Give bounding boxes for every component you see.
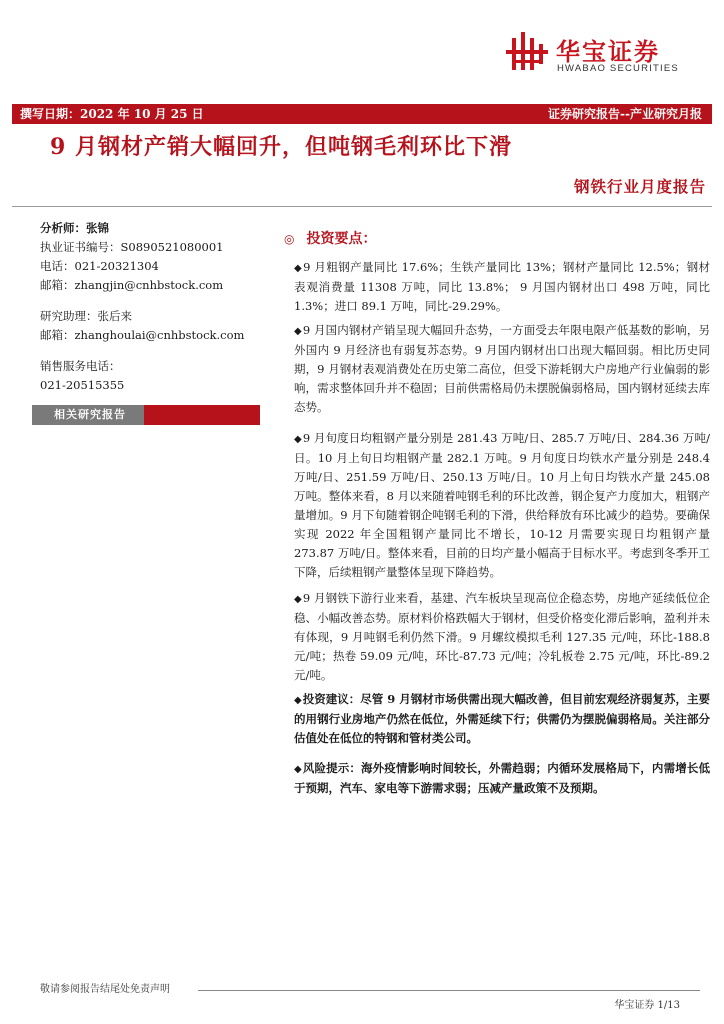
diamond-bullet-icon: ◆ <box>294 695 302 706</box>
diamond-bullet-icon: ◆ <box>294 764 302 775</box>
sales-label: 销售服务电话： <box>40 359 121 373</box>
brand-name-en: HWABAO SECURITIES <box>557 63 679 74</box>
diamond-bullet-icon: ◆ <box>294 263 303 274</box>
paragraph-text: 投资建议：尽管 9 月钢材市场供需出现大幅改善，但目前宏观经济弱复苏，主要的用钢行业房地产仍然在低位，外需延续下行；供需仍为摆脱偏弱格局。关注部分估值处在低位的特钢和管材类公司。 <box>294 692 710 745</box>
header-bar <box>12 104 712 124</box>
paragraph-1 <box>294 258 710 316</box>
analyst-email[interactable]: 邮箱：zhangjin@cnhbstock.com <box>40 278 224 292</box>
footer-divider <box>198 990 700 991</box>
brand-logo <box>506 30 706 78</box>
paragraph-2 <box>294 321 710 417</box>
risk-warning <box>294 759 710 798</box>
bullet-ring-icon: ◎ <box>284 232 295 246</box>
investment-advice <box>294 690 710 748</box>
paragraph-3 <box>294 429 710 582</box>
license-number: 执业证书编号：S0890521080001 <box>40 240 224 254</box>
analyst-name: 分析师：张锦 <box>40 221 109 235</box>
report-type: 证券研究报告--产业研究月报 <box>548 107 702 121</box>
analyst-phone: 电话：021-20321304 <box>40 259 159 273</box>
investment-highlights-heading <box>284 228 376 248</box>
diamond-bullet-icon: ◆ <box>294 326 302 337</box>
analyst-sidebar <box>40 219 260 425</box>
spacer <box>40 345 260 357</box>
report-title: 9 月钢材产销大幅回升，但吨钢毛利环比下滑 <box>50 134 512 160</box>
diamond-bullet-icon: ◆ <box>294 594 302 605</box>
sales-phone: 021-20515355 <box>40 378 125 392</box>
disclaimer-note: 敬请参阅报告结尾处免责声明 <box>40 984 170 995</box>
assistant-email[interactable]: 邮箱：zhanghoulai@cnhbstock.com <box>40 328 245 342</box>
paragraph-text: 9 月国内钢材产销呈现大幅回升态势，一方面受去年限电限产低基数的影响，另外国内 9 月经济也有弱复苏态势。9 月国内钢材出口出现大幅回弱。相比历史同期，9 月钢材表观消费处在历史第二高位，但受下游耗钢大户房地产行业偏弱的影响，需求整体回升并不稳固；目前供需格局仍未摆脱偏弱格局，国内钢材延续去库态势。 <box>294 323 710 414</box>
page-number: 华宝证券 1/13 <box>614 1000 680 1011</box>
paragraph-4 <box>294 589 710 685</box>
paragraph-text: 9 月粗钢产量同比 17.6%；生铁产量同比 13%；钢材产量同比 12.5%；钢材表观消费量 11308 万吨，同比 13.8%； 9 月国内钢材出口 498 万吨，同比 1.3%；进口 89.1 万吨，同比-29.29%。 <box>294 260 710 313</box>
diamond-bullet-icon: ◆ <box>294 434 302 445</box>
paragraph-text: 风险提示：海外疫情影响时间较长，外需趋弱；内循环发展格局下，内需增长低于预期，汽车、家电等下游需求弱；压减产量政策不及预期。 <box>294 761 710 795</box>
spacer <box>40 295 260 307</box>
section-title: 投资要点： <box>306 231 377 247</box>
related-reports-label: 相关研究报告 <box>32 405 144 425</box>
related-reports-bar <box>32 405 260 425</box>
assistant-name: 研究助理：张后来 <box>40 309 132 323</box>
report-date: 撰写日期：2022 年 10 月 25 日 <box>20 107 204 121</box>
hwabao-logo-icon <box>506 32 548 74</box>
header-divider <box>12 206 712 207</box>
brand-name-cn: 华宝证券 <box>556 38 660 66</box>
paragraph-text: 9 月旬度日均粗钢产量分别是 281.43 万吨/日、285.7 万吨/日、284.36 万吨/日。10 月上旬日均粗钢产量 282.1 万吨。9 月旬度日均铁水产量分别是 248.4 万吨/日、251.59 万吨/日、250.13 万吨/日。10 月上旬日均铁水产量 245.08 万吨。整体来看，8 月以来随着吨钢毛利的环比改善，钢企复产力度加大，粗钢产量增加。9 月下旬随着钢企吨钢毛利的下滑，供给释放有环比减少的趋势。要确保实现 2022 年全国粗钢产量同比不增长，10-12 月需要实现日均粗钢产量 273.87 万吨/日。整体来看，目前的日均产量小幅高于目标水平。考虑到冬季开工下降，后续粗钢产量整体呈现下降趋势。 <box>294 431 710 579</box>
report-subtitle: 钢铁行业月度报告 <box>573 177 706 196</box>
paragraph-text: 9 月钢铁下游行业来看，基建、汽车板块呈现高位企稳态势，房地产延续低位企稳、小幅改善态势。原材料价格跌幅大于钢材，但受价格变化滞后影响，盈利并未有体现，9 月吨钢毛利仍然下滑。9 月螺纹模拟毛利 127.35 元/吨，环比-188.8 元/吨；热卷 59.09 元/吨，环比-87.73 元/吨；冷轧板卷 2.75 元/吨，环比-89.2 元/吨。 <box>294 591 710 682</box>
